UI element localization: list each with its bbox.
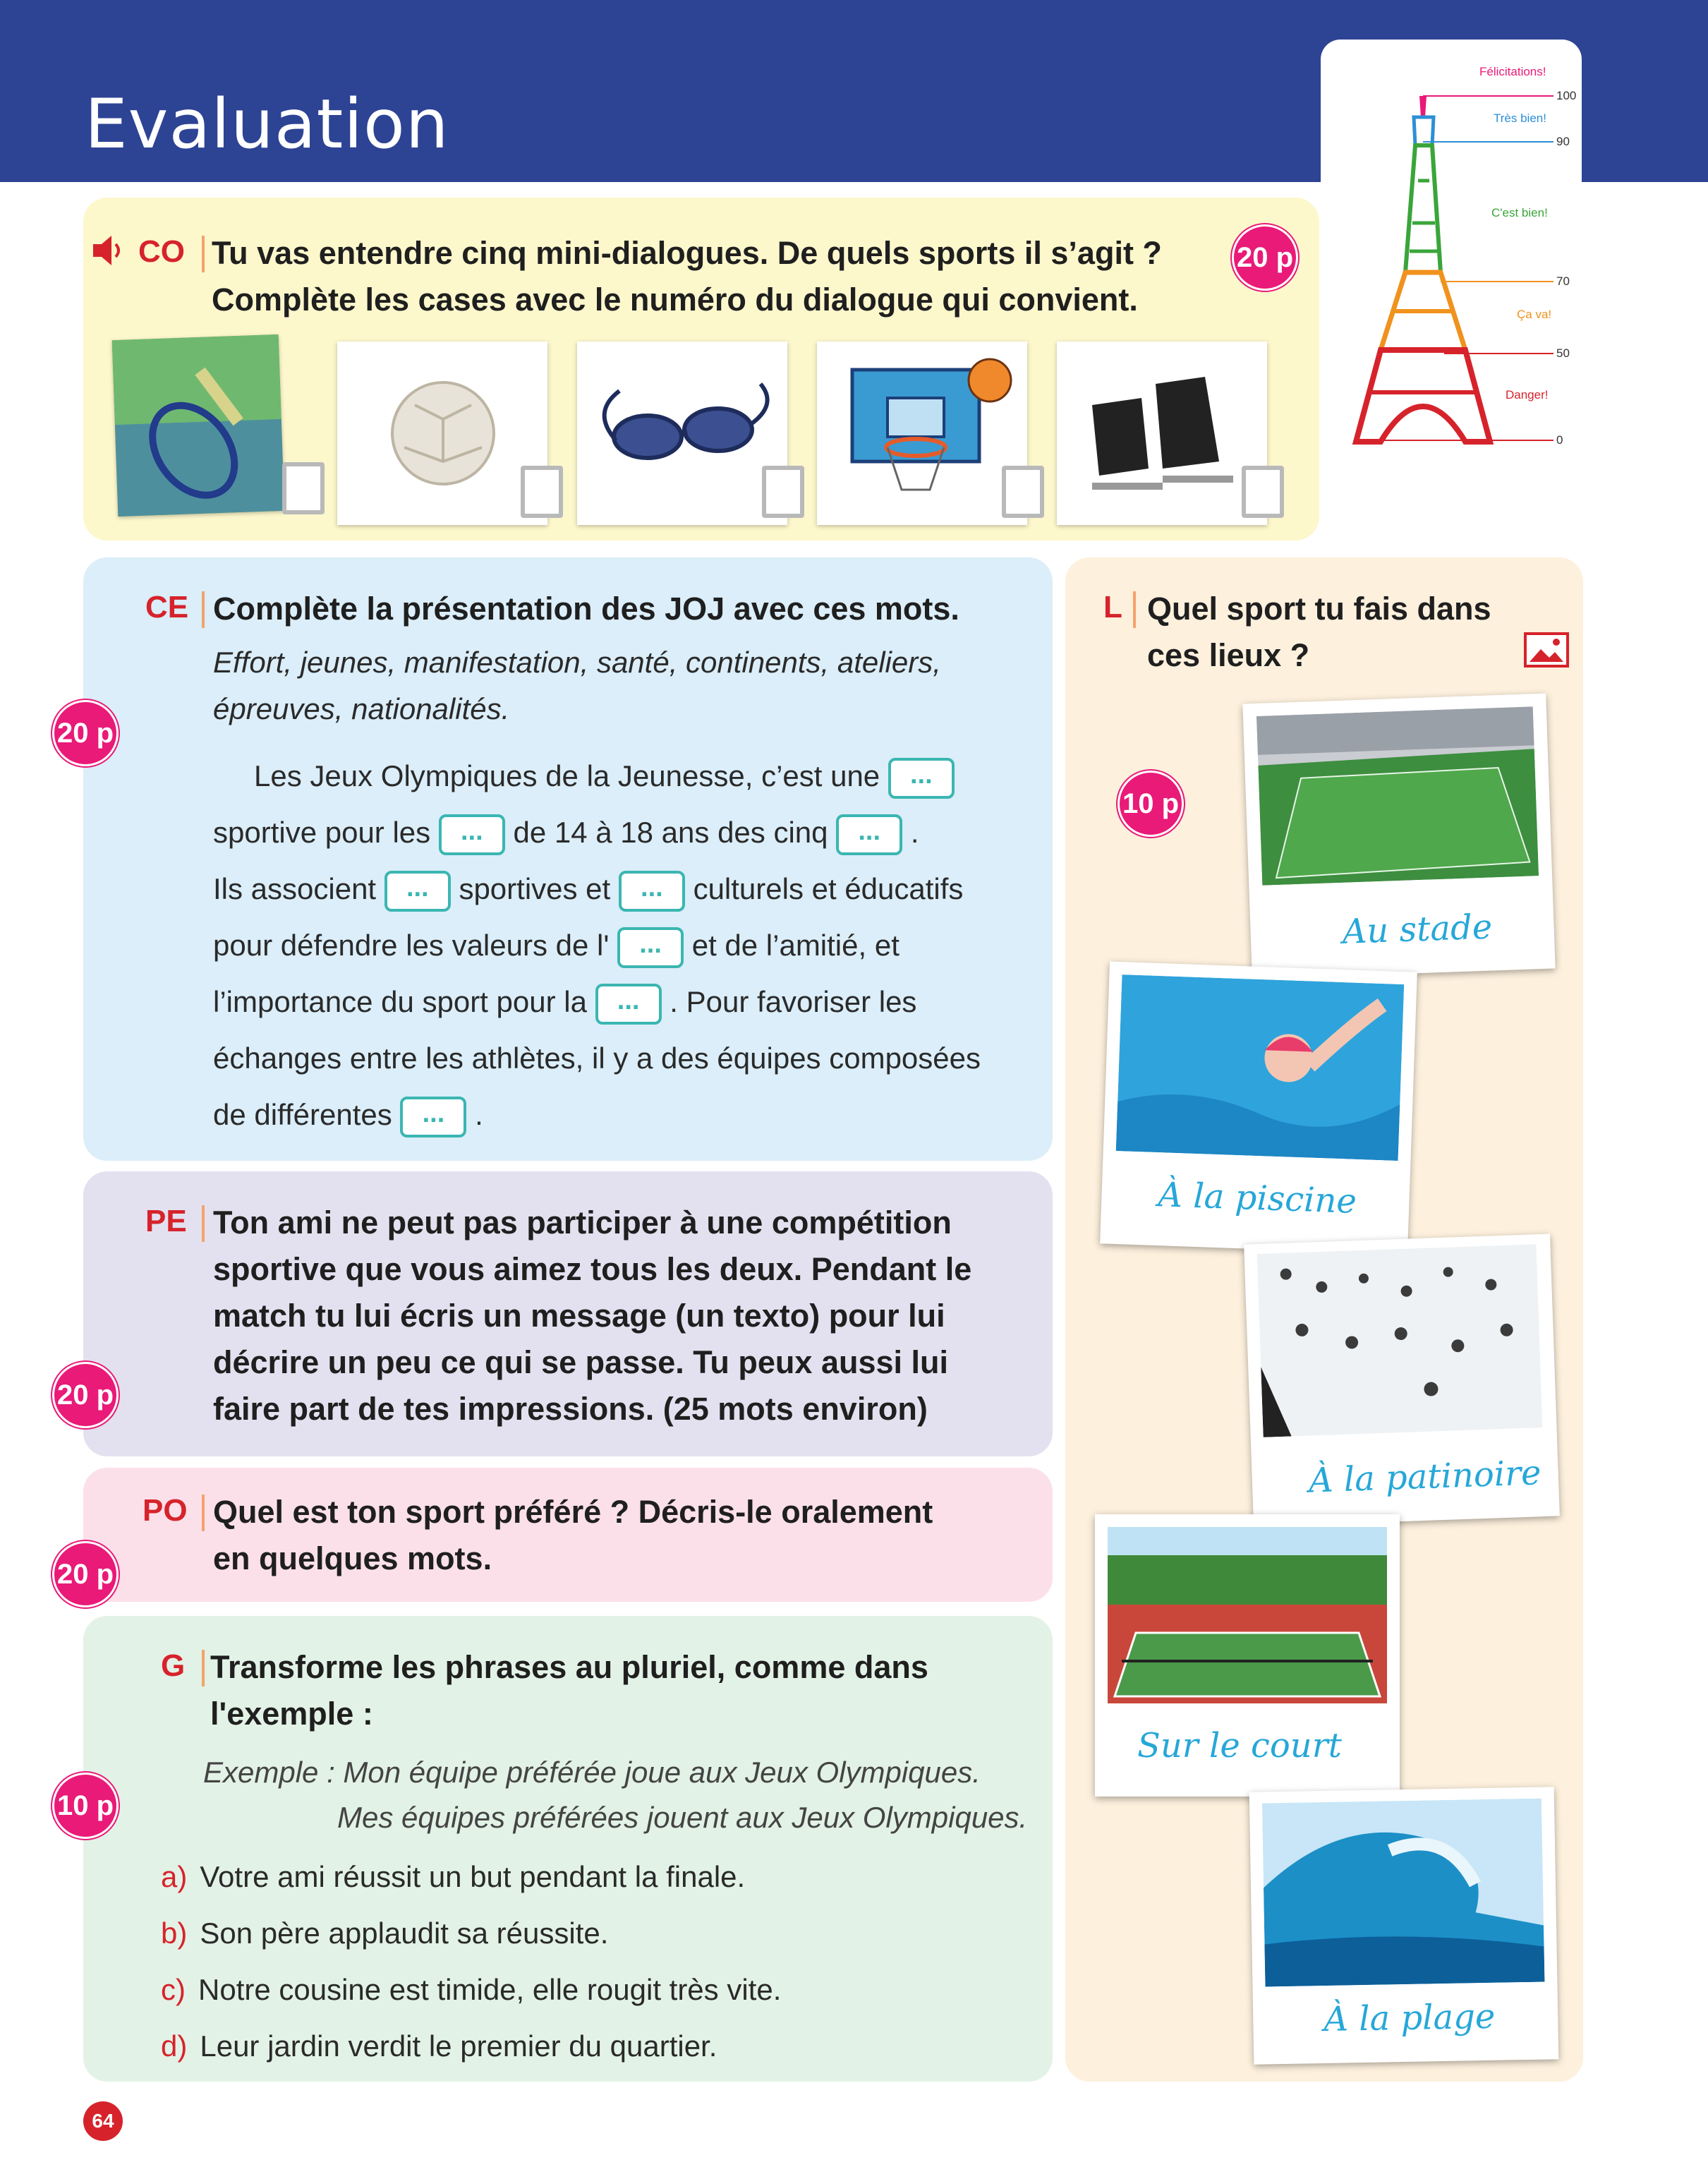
ce-text: . [910, 816, 919, 849]
ce-words-line2: épreuves, nationalités. [213, 692, 510, 725]
level-mark: 70 [1556, 274, 1570, 288]
po-tag: PO [143, 1493, 188, 1528]
caption: À la plage [1323, 1996, 1496, 2040]
item-letter: c) [161, 1973, 186, 2006]
blank-field[interactable]: ... [888, 758, 955, 799]
ce-words-line1: Effort, jeunes, manifestation, santé, continents, ateliers, [213, 646, 941, 679]
l-tag: L [1103, 590, 1122, 624]
caption: À la piscine [1157, 1175, 1357, 1221]
divider [202, 1205, 205, 1242]
g-line2: l'exemple : [210, 1696, 373, 1732]
ce-text: et de l’amitié, et [691, 929, 900, 962]
pe-line3: match tu lui écris un message (un texto) pour lui [213, 1298, 945, 1334]
blank-field[interactable]: ... [619, 871, 685, 912]
co-points-badge: 20 p [1232, 224, 1298, 291]
ce-text-line7 [213, 1087, 483, 1143]
ce-text: sportives et [459, 872, 611, 905]
page-title: Evaluation [85, 85, 449, 164]
pe-line2: sportive que vous aimez tous les deux. Pendant le [213, 1251, 972, 1287]
swimming-goggles-image [577, 342, 787, 525]
level-mark: 100 [1556, 89, 1577, 102]
ce-text-line4 [213, 917, 900, 974]
blank-field[interactable]: ... [400, 1097, 466, 1137]
pe-tag: PE [145, 1204, 187, 1238]
answer-box[interactable] [1002, 466, 1044, 518]
level-mark: 90 [1556, 135, 1570, 148]
ce-tag: CE [145, 590, 189, 624]
blank-field[interactable]: ... [384, 871, 451, 912]
ce-text: . Pour favoriser les [670, 985, 917, 1018]
g-item [161, 1973, 781, 2007]
blank-field[interactable]: ... [595, 984, 662, 1025]
g-points-badge: 10 p [52, 1773, 119, 1839]
pe-line4: décrire un peu ce qui se passe. Tu peux aussi lui [213, 1344, 949, 1380]
pe-line1: Ton ami ne peut pas participer à une compétition [213, 1205, 952, 1241]
speaker-icon [90, 233, 126, 268]
item-letter: d) [161, 2029, 188, 2063]
g-item [161, 1860, 745, 1894]
tennis-court-photo [1095, 1514, 1400, 1797]
ice-rink-photo [1244, 1234, 1560, 1527]
beach-wave-photo [1249, 1787, 1559, 2064]
caption: À la patinoire [1307, 1453, 1542, 1501]
blank-field[interactable]: ... [617, 927, 684, 968]
ce-points-badge: 20 p [52, 700, 119, 766]
po-line1: Quel est ton sport préféré ? Décris-le oralement [213, 1494, 933, 1530]
ce-text: l’importance du sport pour la [213, 985, 587, 1018]
ce-text-line5 [213, 974, 916, 1030]
level-mark: 50 [1556, 346, 1570, 360]
l-line2: ces lieux ? [1147, 637, 1310, 673]
po-points-badge: 20 p [52, 1541, 119, 1607]
blank-field[interactable]: ... [836, 814, 902, 855]
answer-box[interactable] [1242, 466, 1284, 518]
co-instruction-line2: Complète les cases avec le numéro du dialogue qui convient. [212, 282, 1138, 318]
divider [202, 1495, 205, 1531]
level-mark: 0 [1556, 433, 1563, 447]
ce-text-line1 [254, 748, 955, 804]
l-points-badge: 10 p [1118, 771, 1184, 837]
ice-skates-image [1057, 342, 1267, 525]
answer-box[interactable] [282, 462, 325, 514]
level-label: Félicitations! [1479, 65, 1546, 78]
g-tag: G [161, 1648, 186, 1683]
ce-text-line3 [213, 861, 963, 917]
page-number: 64 [83, 2101, 123, 2141]
co-tag: CO [138, 234, 185, 269]
po-line2: en quelques mots. [213, 1540, 492, 1576]
basketball-hoop-image [817, 342, 1027, 525]
tennis-racket-image [112, 334, 285, 517]
image-icon [1524, 632, 1569, 668]
co-instruction-line1: Tu vas entendre cinq mini-dialogues. De quels sports il s’agit ? [212, 235, 1162, 271]
stadium-photo [1242, 694, 1555, 979]
answer-box[interactable] [762, 466, 804, 518]
ce-text: Les Jeux Olympiques de la Jeunesse, c’est une [254, 759, 880, 792]
blank-field[interactable]: ... [439, 814, 505, 855]
item-text: Son père applaudit sa réussite. [200, 1917, 609, 1950]
ce-text-line6: échanges entre les athlètes, il y a des équipes composées [213, 1042, 981, 1075]
g-example-line1: Exemple : Mon équipe préférée joue aux Jeux Olympiques. [203, 1756, 981, 1789]
ce-text: de différentes [213, 1098, 392, 1131]
item-letter: a) [161, 1860, 188, 1893]
score-scale-card [1321, 40, 1582, 491]
item-letter: b) [161, 1917, 188, 1950]
ce-text: culturels et éducatifs [693, 872, 964, 905]
item-text: Notre cousine est timide, elle rougit très vite. [198, 1973, 782, 2006]
answer-box[interactable] [521, 466, 563, 518]
level-label: Très bien! [1494, 111, 1546, 125]
ce-heading: Complète la présentation des JOJ avec ces mots. [213, 591, 959, 627]
g-line1: Transforme les phrases au pluriel, comme dans [210, 1649, 928, 1685]
level-label: C'est bien! [1491, 206, 1548, 219]
eiffel-tower-icon [1321, 40, 1582, 491]
ce-text: sportive pour les [213, 816, 431, 849]
caption: Au stade [1341, 907, 1494, 952]
ce-text: . [475, 1098, 483, 1131]
level-label: Ça va! [1517, 308, 1552, 321]
l-line1: Quel sport tu fais dans [1147, 591, 1491, 627]
pe-points-badge: 20 p [52, 1362, 119, 1428]
caption: Sur le court [1137, 1726, 1342, 1765]
level-label: Danger! [1506, 388, 1549, 402]
divider [1133, 591, 1136, 628]
g-item [161, 1917, 608, 1950]
divider [202, 1650, 205, 1686]
ce-text-line2 [213, 804, 919, 861]
ce-text: de 14 à 18 ans des cinq [513, 816, 828, 849]
g-item [161, 2029, 717, 2063]
g-example-line2: Mes équipes préférées jouent aux Jeux Olympiques. [337, 1801, 1028, 1834]
divider [202, 591, 205, 628]
item-text: Leur jardin verdit le premier du quartier. [200, 2029, 717, 2063]
item-text: Votre ami réussit un but pendant la finale. [200, 1860, 746, 1893]
pool-photo [1100, 962, 1417, 1255]
ce-text: pour défendre les valeurs de l' [213, 929, 610, 962]
pe-line5: faire part de tes impressions. (25 mots environ) [213, 1391, 928, 1427]
divider [202, 236, 205, 272]
ce-text: Ils associent [213, 872, 377, 905]
football-image [337, 342, 547, 525]
